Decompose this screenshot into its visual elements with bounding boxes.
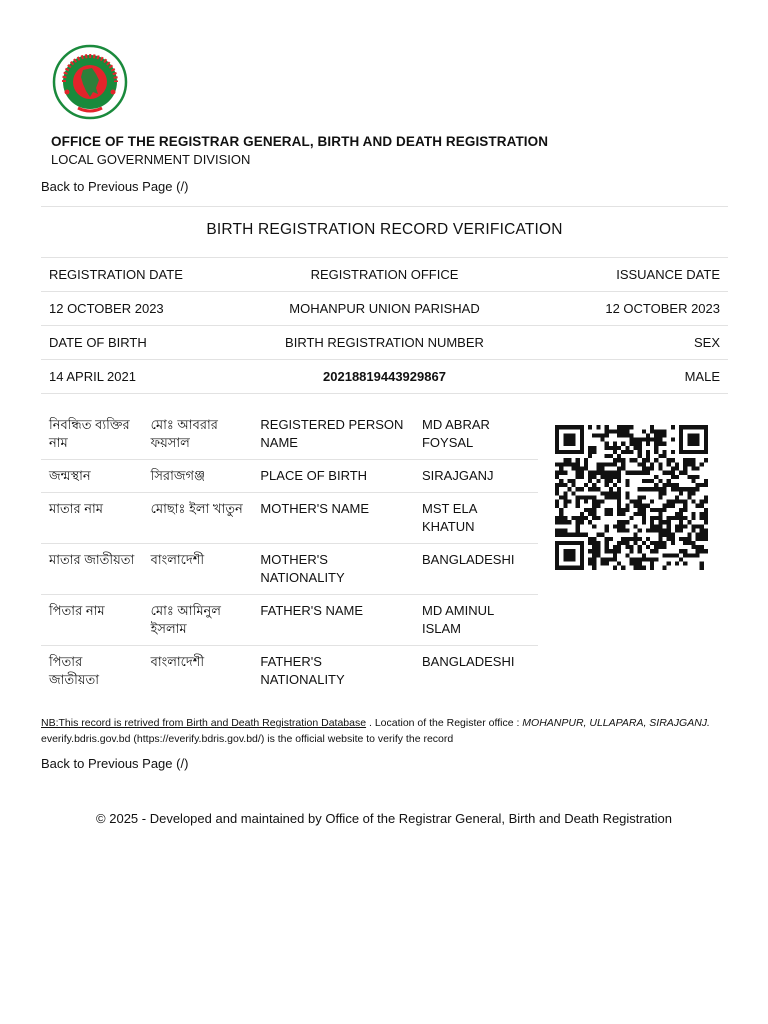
table-row [41,326,728,360]
table-row [41,460,538,493]
office-title: OFFICE OF THE REGISTRAR GENERAL, BIRTH AND DEATH REGISTRATION [51,134,549,149]
table-row [41,409,538,460]
bangla-label: মাতার জাতীয়তা [41,544,143,595]
person-details-table [41,409,538,696]
issuance-date-value: 12 OCTOBER 2023 [501,292,728,326]
bangla-label: জন্মস্থান [41,460,143,493]
table-row [41,544,538,595]
english-value: BANGLADESHI [421,654,515,669]
bangla-value: বাংলাদেশী [143,544,253,595]
bangla-value: মোঃ আবরার ফয়সাল [143,409,253,460]
birth-registration-number-value: 20218819443929867 [268,360,502,394]
bangla-value: মোছাঃ ইলা খাতুন [143,493,253,544]
bangla-label: মাতার নাম [41,493,143,544]
english-value: MST ELA KHATUN [414,493,538,544]
note-location-prefix: . Location of the Register office : [366,717,523,729]
english-label: FATHER'S NAME [252,595,414,646]
bangla-value: বাংলাদেশী [150,654,205,669]
qr-code [555,425,708,570]
divider [41,206,728,207]
registration-date-label: REGISTRATION DATE [41,258,268,292]
issuance-date-label: ISSUANCE DATE [501,258,728,292]
bangla-value: মোঃ আমিনুল ইসলাম [143,595,253,646]
table-row [41,646,538,697]
english-label: MOTHER'S NAME [252,493,414,544]
note-location: MOHANPUR, ULLAPARA, SIRAJGANJ. [522,717,710,729]
english-label: FATHER'S NATIONALITY [260,654,345,687]
registration-date-value: 12 OCTOBER 2023 [41,292,268,326]
table-row [41,595,538,646]
table-row [41,258,728,292]
back-to-previous-link-top[interactable]: Back to Previous Page (/) [41,179,189,194]
english-label: PLACE OF BIRTH [252,460,414,493]
sex-value: MALE [501,360,728,394]
registration-office-label: REGISTRATION OFFICE [268,258,502,292]
office-subtitle: LOCAL GOVERNMENT DIVISION [51,152,251,167]
registration-office-value: MOHANPUR UNION PARISHAD [268,292,502,326]
bangla-label: নিবন্ধিত ব্যক্তির নাম [41,409,143,460]
note-source-text: NB:This record is retrived from Birth and Death Registration Database [41,717,367,729]
bangla-label: পিতার জাতীয়তা [49,654,100,687]
english-value: MD ABRAR FOYSAL [414,409,538,460]
bangla-value: সিরাজগঞ্জ [143,460,253,493]
birth-registration-number-label: BIRTH REGISTRATION NUMBER [268,326,502,360]
bangla-label: পিতার নাম [41,595,143,646]
footer-copyright: © 2025 - Developed and maintained by Office of the Registrar General, Birth and Death Registration [96,811,672,826]
english-label: MOTHER'S NATIONALITY [252,544,414,595]
record-note [41,715,731,747]
table-row [41,360,728,394]
table-row [41,292,728,326]
government-seal-logo [52,44,128,120]
english-value: SIRAJGANJ [414,460,538,493]
english-label: REGISTERED PERSON NAME [252,409,414,460]
note-website-text: everify.bdris.gov.bd (https://everify.bdris.gov.bd/) is the official website to verify the record [41,733,454,745]
table-row [41,493,538,544]
english-value: BANGLADESHI [414,544,538,595]
date-of-birth-label: DATE OF BIRTH [41,326,268,360]
date-of-birth-value: 14 APRIL 2021 [41,360,268,394]
record-summary-table [41,257,728,394]
back-to-previous-link-bottom[interactable]: Back to Previous Page (/) [41,756,189,771]
english-value: MD AMINUL ISLAM [414,595,538,646]
sex-label: SEX [501,326,728,360]
page-title: BIRTH REGISTRATION RECORD VERIFICATION [206,221,563,238]
